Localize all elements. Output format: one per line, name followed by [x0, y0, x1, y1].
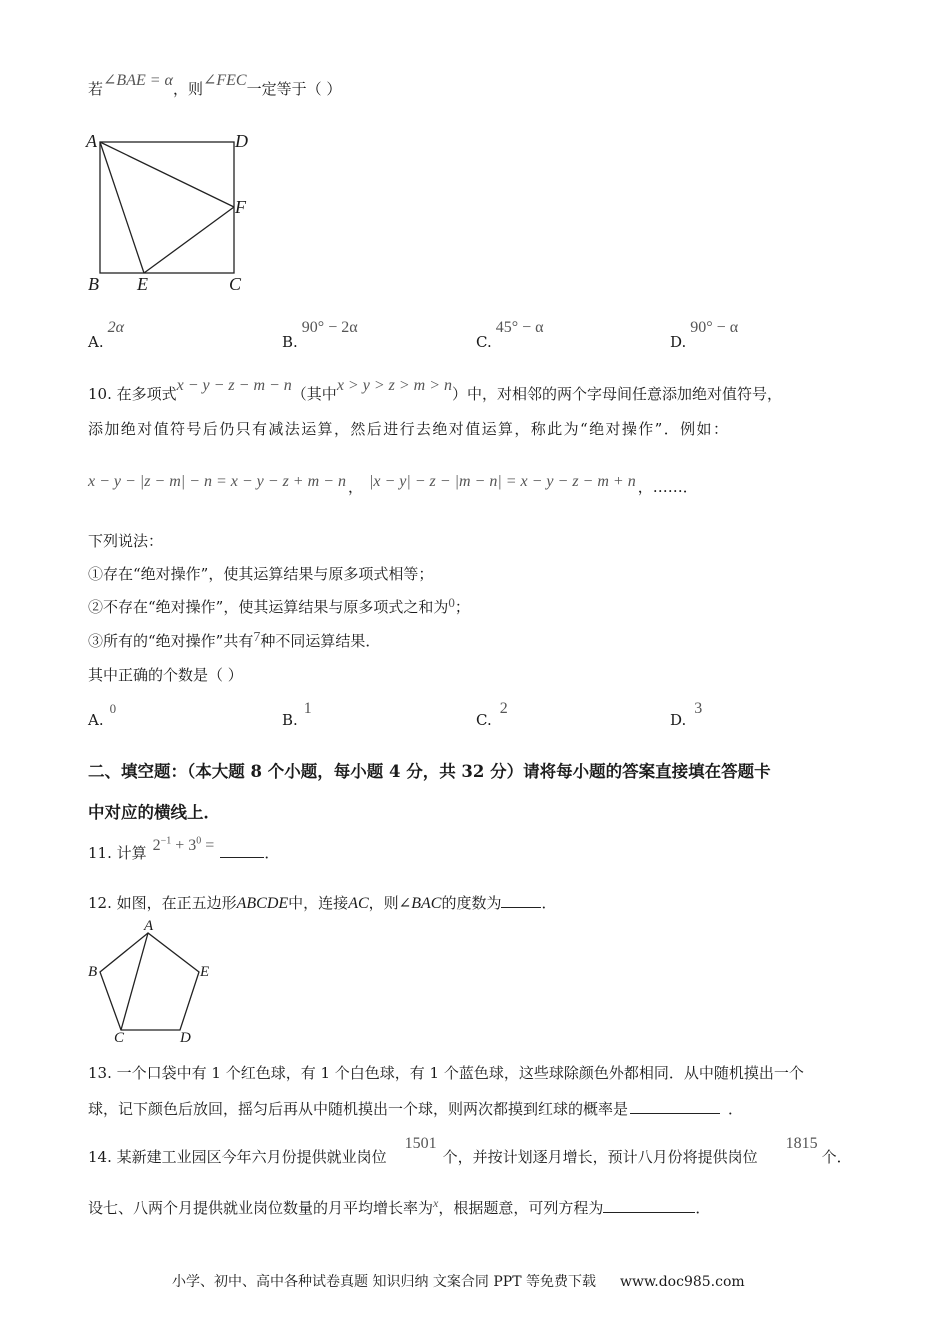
q10-option-a[interactable]: [88, 699, 117, 729]
q10-example-2: |x − y| − z − |m − n| = x − y − z − m + n: [368, 473, 636, 490]
q10-examples: [88, 470, 698, 496]
q10-example-1: x − y − |z − m| − n = x − y − z + m − n: [88, 473, 346, 490]
option-letter: A.: [88, 711, 104, 729]
q12-label-b: B: [88, 964, 98, 980]
q11-plus: + 3: [171, 837, 197, 854]
q10-question: 其中正确的个数是（ ）: [88, 666, 243, 684]
q11-prefix: 11. 计算: [88, 844, 147, 862]
q14-line1: [88, 1135, 852, 1167]
q9-label-b: B: [88, 274, 99, 294]
q10-text: 10. 在多项式: [88, 385, 177, 403]
q12-pentagon-name: ABCDE: [236, 895, 289, 912]
q10-statement-1: ①存在“绝对操作”，使其运算结果与原多项式相等；: [88, 565, 434, 583]
q11: [88, 835, 280, 863]
footer-text: 小学、初中、高中各种试卷真题 知识归纳 文案合同 PPT 等免费下载: [172, 1274, 596, 1290]
q10-text: （其中: [291, 385, 337, 403]
q9-option-a[interactable]: [88, 318, 125, 351]
q11-equals: =: [201, 837, 215, 854]
q13-line1: 13. 一个口袋中有 1 个红色球，有 1 个白色球，有 1 个蓝色球，这些球除颜色外都相同．从中随机摸出一个: [88, 1064, 804, 1082]
q9-label-f: F: [235, 197, 246, 217]
q12-text: 12. 如图，在正五边形: [88, 894, 237, 912]
q14-text: 个，并按计划逐月增长，预计八月份将提供岗位: [442, 1148, 758, 1166]
option-value: 0: [109, 701, 117, 716]
q14-text: 设七、八两个月提供就业岗位数量的月平均增长率为: [88, 1199, 434, 1217]
q9-target: ∠FEC: [202, 72, 247, 89]
q10-option-b[interactable]: [282, 699, 312, 729]
q13-answer-blank[interactable]: [630, 1099, 720, 1114]
q9-suffix: 一定等于（ ）: [246, 80, 342, 98]
option-math: 90° − α: [690, 319, 739, 336]
option-value: 1: [303, 700, 312, 717]
q12-text: 的度数为: [441, 894, 502, 912]
q10-number: 7: [253, 630, 261, 645]
q9-prefix: 若: [88, 80, 104, 98]
q10-text: 种不同运算结果．: [260, 632, 381, 650]
q12-label-a: A: [144, 918, 154, 934]
q11-base: 2: [152, 837, 161, 854]
q9-label-a: A: [86, 131, 97, 151]
q9-option-b[interactable]: [282, 318, 358, 351]
q14-number-august: 1815: [785, 1135, 818, 1152]
section2-heading-line1: 二、填空题：（本大题 8 个小题，每小题 4 分，共 32 分）请将每小题的答案直接填在答题卡: [88, 762, 771, 781]
q14-variable: x: [433, 1196, 439, 1210]
q12-angle: BAC: [411, 895, 442, 912]
q10-polynomial: x − y − z − m − n: [176, 377, 292, 394]
option-math: 2α: [107, 319, 125, 336]
q11-exponent: −1: [160, 835, 172, 847]
q11-expression: [153, 837, 215, 854]
q12-label-e: E: [200, 964, 210, 980]
q14-number-june: 1501: [404, 1135, 437, 1152]
option-math: 90° − 2α: [301, 319, 358, 336]
q9-stem: [88, 72, 342, 99]
q13-suffix: ．: [728, 1100, 744, 1118]
q10-statement-2: [88, 596, 470, 617]
q10-statements-title: 下列说法：: [88, 532, 164, 550]
q14-text: 14. 某新建工业园区今年六月份提供就业岗位: [88, 1148, 387, 1166]
q10-line2: 添加绝对值符号后仍只有减法运算，然后进行去绝对值运算，称此为“绝对操作”．例如：: [88, 420, 730, 438]
option-letter: B.: [282, 333, 298, 351]
q10-separator: ，: [347, 478, 363, 496]
footer: [172, 1271, 745, 1291]
q11-answer-blank[interactable]: [220, 843, 264, 858]
q12-label-c: C: [114, 1030, 125, 1046]
option-letter: D.: [670, 333, 687, 351]
option-letter: D.: [670, 711, 687, 729]
option-letter: B.: [282, 711, 298, 729]
q14-text: 个．: [821, 1148, 852, 1166]
q12-text: 中，连接: [288, 894, 349, 912]
q10-text: ；: [454, 598, 470, 616]
option-value: 3: [694, 700, 703, 717]
option-letter: C.: [476, 711, 492, 729]
q9-option-d[interactable]: [670, 318, 739, 351]
q13-line2: [88, 1098, 743, 1119]
q10-text: ）中，对相邻的两个字母间任意添加绝对值符号，: [451, 385, 782, 403]
q10-text: ③所有的“绝对操作”共有: [88, 632, 254, 650]
option-value: 2: [499, 700, 508, 717]
q11-exponent: 0: [196, 835, 202, 847]
q9-mid: ，则: [172, 80, 203, 98]
q12-suffix: ．: [541, 894, 557, 912]
q12-figure: [84, 922, 224, 1052]
q9-label-c: C: [229, 274, 242, 294]
option-letter: A.: [88, 333, 104, 351]
q10-ellipsis: ，……．: [637, 478, 698, 496]
q9-option-c[interactable]: [476, 318, 544, 351]
q14-line2: [88, 1197, 710, 1218]
q12: [88, 892, 556, 913]
q9-label-d: D: [235, 131, 248, 151]
section2-heading-line2: 中对应的横线上．: [88, 803, 220, 822]
q10-statement-3: [88, 630, 380, 651]
q10-option-d[interactable]: [670, 699, 703, 729]
option-letter: C.: [476, 333, 492, 351]
q10-number: 0: [448, 595, 455, 610]
footer-link[interactable]: www.doc985.com: [619, 1274, 745, 1290]
q9-label-e: E: [137, 274, 148, 294]
q12-text: ，则∠: [368, 894, 412, 912]
q13-text: 球，记下颜色后放回，摇匀后再从中随机摸出一个球，则两次都摸到红球的概率是: [88, 1100, 629, 1118]
q14-suffix: ．: [695, 1199, 711, 1217]
q10-text: ②不存在“绝对操作”，使其运算结果与原多项式之和为: [88, 598, 449, 616]
q12-answer-blank[interactable]: [501, 893, 541, 908]
q10-option-c[interactable]: [476, 699, 508, 729]
q12-label-d: D: [180, 1030, 191, 1046]
q12-segment: AC: [348, 895, 369, 912]
option-math: 45° − α: [495, 319, 544, 336]
q14-answer-blank[interactable]: [603, 1198, 695, 1213]
q14-text: ，根据题意，可列方程为: [438, 1199, 604, 1217]
q10-condition: x > y > z > m > n: [336, 377, 452, 394]
q11-suffix: ．: [264, 844, 280, 862]
q9-condition: ∠BAE = α: [103, 72, 173, 89]
q10-line1: [88, 377, 782, 404]
